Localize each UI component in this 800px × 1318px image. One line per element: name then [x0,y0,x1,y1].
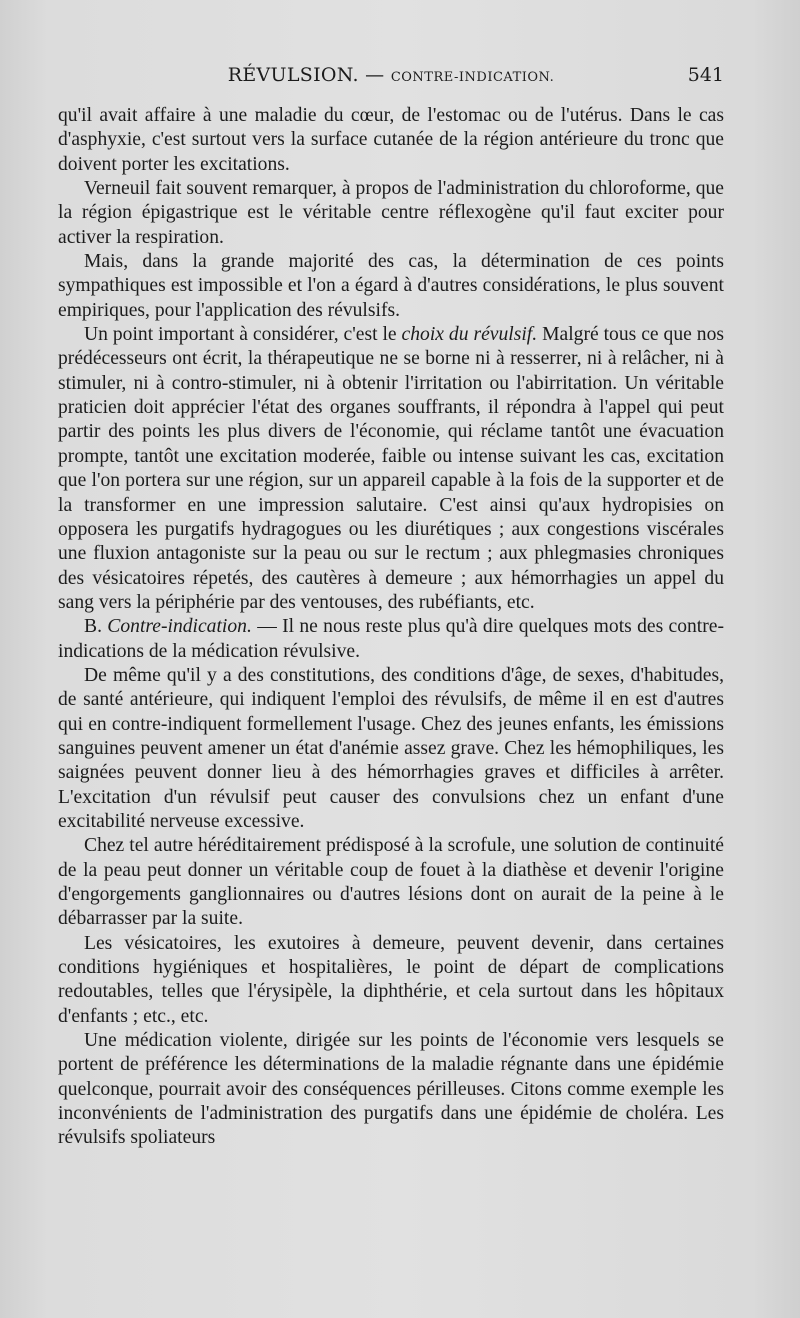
paragraph: Chez tel autre héréditairement prédisposé à la scrofule, une solution de continuité de la peau peut donner un véritable coup de fouet à la diathèse et devenir l'origine d'engorgements ganglionnaires ou d'autres lésions dont on aurait de la peine à le débarrasser par la suite. [58,835,724,930]
paragraph: Les vésicatoires, les exutoires à demeure, peuvent devenir, dans certaines conditions hygiéniques et hospitalières, le point de départ de complications redoutables, telles que l'érysipèle, la diphthérie, et cela surtout dans les hôpitaux d'enfants ; etc., etc. [58,932,724,1027]
running-head [58,64,724,94]
paragraph-text: Malgré tous ce que nos prédécesseurs ont écrit, la thérapeutique ne se borne ni à resserrer, ni à relâcher, ni à stimuler, ni à contro-stimuler, ni à obtenir l'irritation ou l'abirritation. Un véritable praticien doit apprécier l'état des organes souffrants, il répondra à l'appel qui peut partir des points les plus divers de l'économie, qui réclame tantôt une évacuation prompte, tantôt une excitation moderée, faible ou intense suivant les cas, excitation que l'on portera sur une région, sur un appareil capable à la fois de la supporter et de la transformer en une impression salutaire. C'est ainsi qu'aux hydropisies on opposera les purgatifs hydragogues ou les diurétiques ; aux congestions viscérales une fluxion antagoniste sur la peau ou sur le rectum ; aux phlegmasies chroniques des vésicatoires répetés, des cautères à demeure ; aux hémorrhagies un appel du sang vers la périphérie par des ventouses, des rubéfiants, etc. [58,324,724,613]
section-subtitle: CONTRE-INDICATION. [390,70,555,85]
paragraph [58,615,724,664]
paragraph: De même qu'il y a des constitutions, des conditions d'âge, de sexes, d'habitudes, de santé antérieure, qui indiquent l'emploi des révulsifs, de même il en est d'autres qui en contre-indiquent formellement l'usage. Chez des jeunes enfants, les émissions sanguines peuvent amener un état d'anémie assez grave. Chez les hémophiliques, les saignées peuvent donner lieu à des hémorrhagies graves et difficiles à arrêter. L'excitation d'un révulsif peut causer des convulsions chez un enfant d'une excitabilité nerveuse excessive. [58,664,724,832]
section-title: RÉVULSION. [227,64,359,86]
emphasis-choix-du-revulsif: choix du révulsif. [401,324,538,346]
subsection-heading-contre-indication: Contre-indication. [107,616,252,638]
title-separator: — [365,64,385,86]
running-title [58,64,724,86]
paragraph-text: — Il ne nous reste plus qu'à dire quelques mots des contre-indications de la médication révulsive. [58,616,724,662]
subsection-letter: B. [84,616,108,638]
paragraph: Mais, dans la grande majorité des cas, la détermination de ces points sympathiques est impossible et l'on a égard à d'autres considérations, le plus souvent empiriques, pour l'application des révulsifs. [58,251,724,321]
paragraph: Une médication violente, dirigée sur les points de l'économie vers lesquels se portent de préférence les déterminations de la maladie régnante dans une épidémie quelconque, pourrait avoir des conséquences périlleuses. Citons comme exemple les inconvénients de l'administration des purgatifs dans une épidémie de choléra. Les révulsifs spoliateurs [58,1030,724,1149]
paragraph: qu'il avait affaire à une maladie du cœur, de l'estomac ou de l'utérus. Dans le cas d'asphyxie, c'est surtout vers la surface cutanée de la région antérieure du tronc que doivent porter les excitations. [58,105,724,175]
page-number: 541 [687,64,724,86]
paragraph-text: Un point important à considérer, c'est le [84,324,402,346]
body-text [58,104,724,1151]
paragraph: Verneuil fait souvent remarquer, à propos de l'administration du chloroforme, que la région épigastrique est le véritable centre réflexogène qu'il faut exciter pour activer la respiration. [58,178,724,248]
paragraph [58,323,724,615]
